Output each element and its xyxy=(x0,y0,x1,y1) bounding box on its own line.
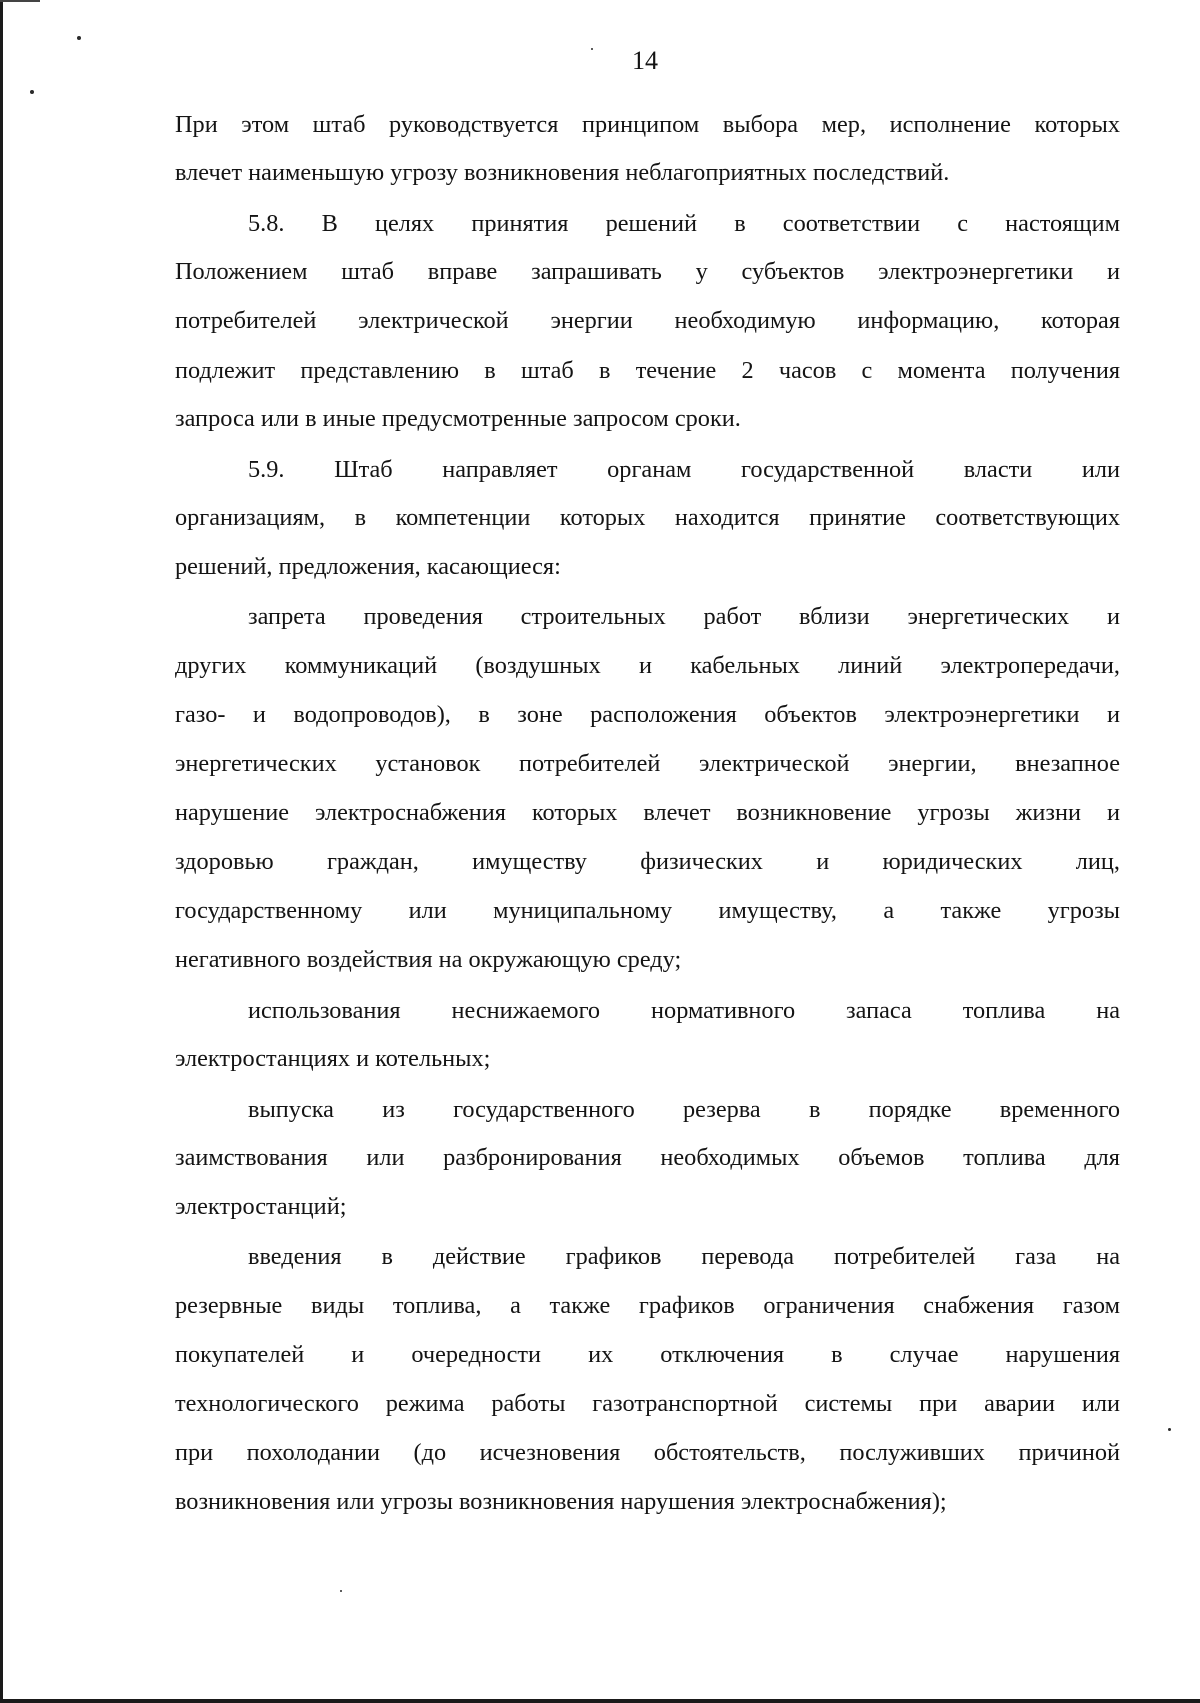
text-line: влечет наименьшую угрозу возникновения неблагоприятных последствий. xyxy=(175,159,950,186)
text-line: решений, предложения, касающиеся: xyxy=(175,553,561,580)
page-number: 14 xyxy=(632,46,658,75)
scan-border-top xyxy=(0,0,40,2)
text-line: технологического режима работы газотранспортной системы при аварии или xyxy=(175,1390,1120,1417)
text-line: нарушение электроснабжения которых влечет возникновение угрозы жизни и xyxy=(175,799,1120,826)
text-line: энергетических установок потребителей электрической энергии, внезапное xyxy=(175,750,1120,777)
text-line: при похолодании (до исчезновения обстоятельств, послуживших причиной xyxy=(175,1439,1120,1466)
text-line: электростанциях и котельных; xyxy=(175,1045,491,1072)
text-line: 5.8. В целях принятия решений в соответствии с настоящим xyxy=(248,210,1120,237)
text-line: электростанций; xyxy=(175,1193,347,1220)
text-line: организациям, в компетенции которых находится принятие соответствующих xyxy=(175,504,1120,531)
text-line: запрета проведения строительных работ вблизи энергетических и xyxy=(248,603,1120,630)
scan-speck xyxy=(1168,1428,1171,1431)
text-line: здоровью граждан, имуществу физических и юридических лиц, xyxy=(175,848,1120,875)
text-line: 5.9. Штаб направляет органам государственной власти или xyxy=(248,456,1120,483)
text-line: негативного воздействия на окружающую среду; xyxy=(175,946,682,973)
text-line: выпуска из государственного резерва в порядке временного xyxy=(248,1096,1120,1123)
scan-speck xyxy=(77,36,81,40)
text-line: покупателей и очередности их отключения в случае нарушения xyxy=(175,1341,1120,1368)
scan-border-bottom xyxy=(0,1699,1200,1703)
text-line: подлежит представлению в штаб в течение 2 часов с момента получения xyxy=(175,357,1120,384)
text-line: потребителей электрической энергии необходимую информацию, которая xyxy=(175,307,1120,334)
scan-speck xyxy=(340,1590,342,1592)
text-line: других коммуникаций (воздушных и кабельных линий электропередачи, xyxy=(175,652,1120,679)
text-line: запроса или в иные предусмотренные запросом сроки. xyxy=(175,405,741,432)
text-line: газо- и водопроводов), в зоне расположения объектов электроэнергетики и xyxy=(175,701,1120,728)
scan-border-left xyxy=(0,0,3,1703)
text-line: возникновения или угрозы возникновения нарушения электроснабжения); xyxy=(175,1488,947,1515)
scan-speck xyxy=(30,90,34,94)
text-line: резервные виды топлива, а также графиков ограничения снабжения газом xyxy=(175,1292,1120,1319)
text-line: Положением штаб вправе запрашивать у субъектов электроэнергетики и xyxy=(175,258,1120,285)
text-line: заимствования или разбронирования необходимых объемов топлива для xyxy=(175,1144,1120,1171)
text-line: использования неснижаемого нормативного запаса топлива на xyxy=(248,997,1120,1024)
text-line: государственному или муниципальному имуществу, а также угрозы xyxy=(175,897,1120,924)
text-line: введения в действие графиков перевода потребителей газа на xyxy=(248,1243,1120,1270)
text-line: При этом штаб руководствуется принципом выбора мер, исполнение которых xyxy=(175,111,1120,138)
